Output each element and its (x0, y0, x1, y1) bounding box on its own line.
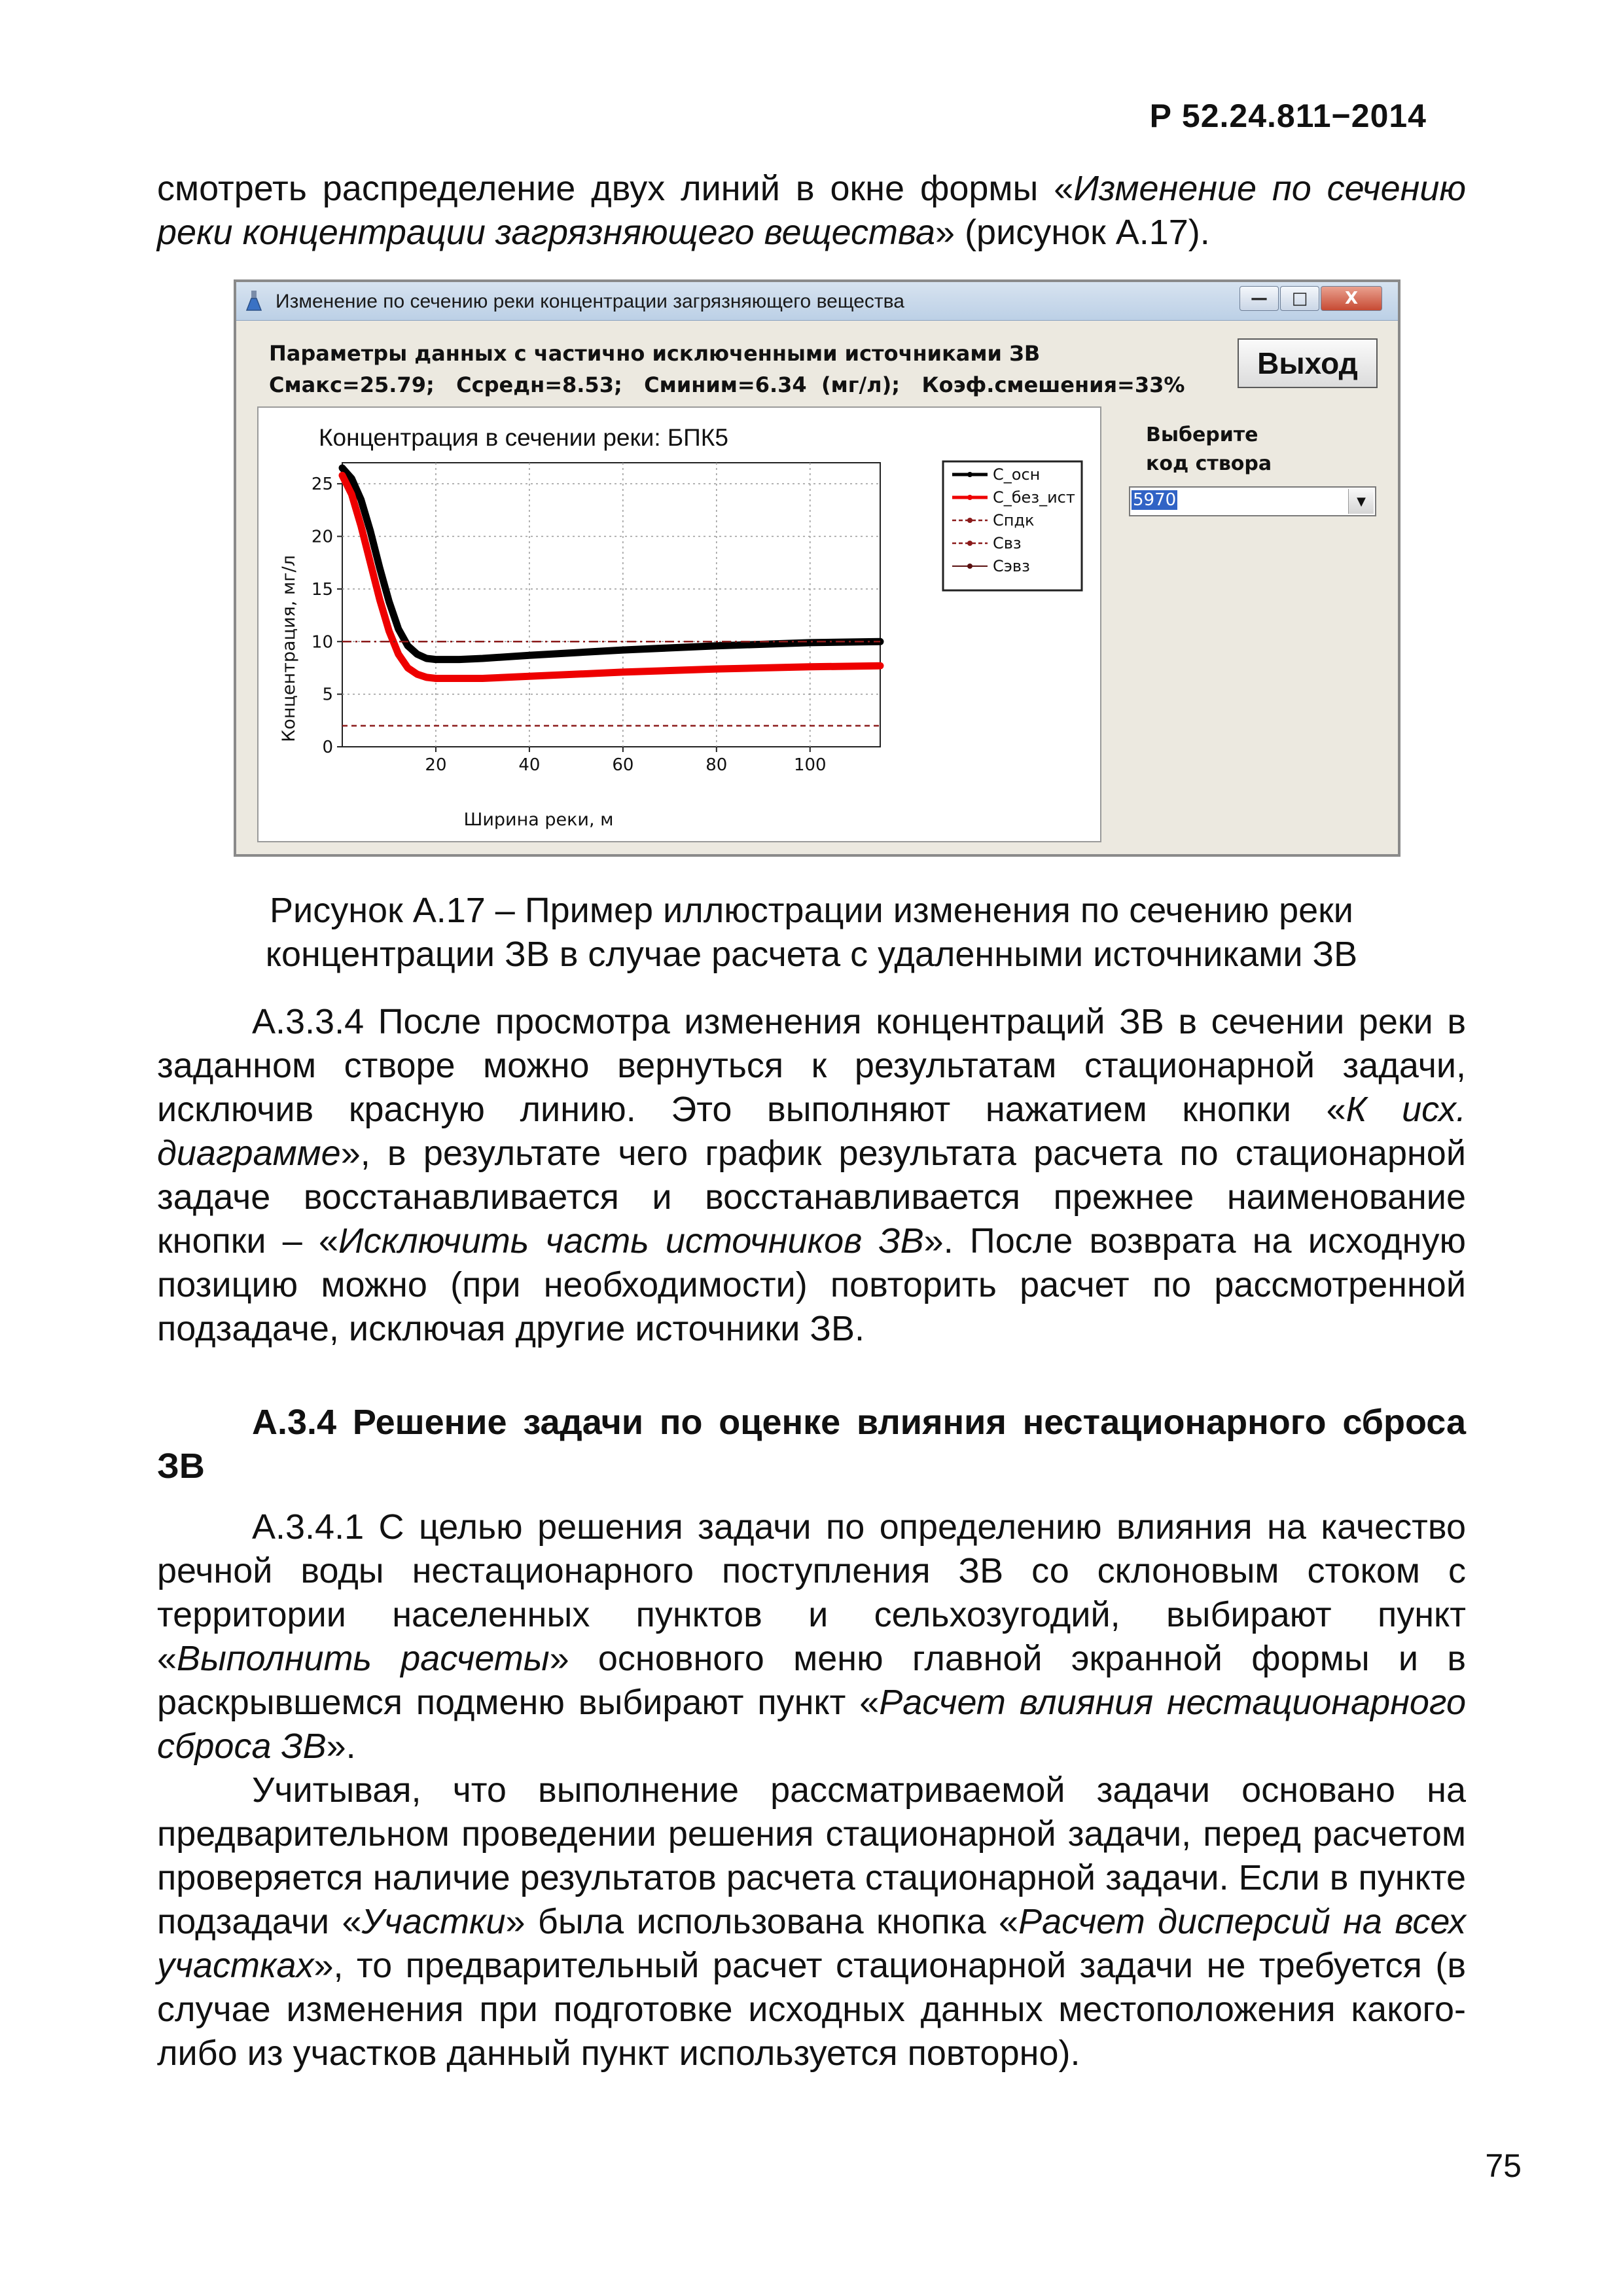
concentration-window (234, 279, 1400, 857)
concentration-chart (259, 408, 1100, 841)
intro-paragraph: смотреть распределение двух линий в окне формы «Изменение по сечению реки концентрации загрязняющего вещества» (рисунок А.17). (157, 169, 1466, 252)
legend-marker (967, 472, 972, 477)
params-title: Параметры данных с частично исключенными источниками ЗВ (269, 341, 1041, 366)
caption-line-1: Рисунок А.17 – Пример иллюстрации изменения по сечению реки (270, 891, 1353, 930)
page-number: 75 (1485, 2147, 1522, 2184)
chevron-down-icon[interactable]: ▼ (1348, 489, 1374, 514)
legend-label: Сэвз (993, 557, 1030, 575)
figure-caption (157, 889, 1466, 977)
x-tick-label: 60 (612, 755, 634, 775)
station-code-value: 5970 (1133, 490, 1177, 510)
y-tick-label: 10 (311, 632, 333, 653)
exit-button[interactable]: Выход (1238, 338, 1378, 388)
select-label-line1: Выберите (1146, 423, 1258, 446)
y-tick-label: 15 (311, 579, 333, 600)
x-tick-label: 20 (425, 755, 447, 775)
legend-label: Спдк (993, 511, 1035, 529)
legend-marker (967, 564, 972, 569)
legend-label: Свз (993, 534, 1022, 552)
legend-marker (967, 495, 972, 500)
maximize-button[interactable]: □ (1280, 286, 1319, 311)
legend-label: С_без_ист (993, 488, 1075, 507)
plot-grid (342, 463, 880, 747)
window-title: Изменение по сечению реки концентрации загрязняющего вещества (276, 291, 904, 312)
params-values: Смакс=25.79; Ссредн=8.53; Сминим=6.34 (мг/л); Коэф.смешения=33% (269, 372, 1185, 397)
y-tick-label: 0 (322, 738, 333, 757)
legend-label: С_осн (993, 465, 1041, 484)
x-tick-label: 80 (705, 755, 728, 775)
plot-series (342, 468, 880, 726)
series-line-С_осн (342, 468, 880, 660)
paragraph-a3341: А.3.4.1 С целью решения задачи по определению влияния на качество речной воды нестационарного поступления ЗВ со склоновым стоком с территории населенных пунктов и сельхозугодий, выбирают пункт «Выполнить расчеты» основного меню главной экранной формы и в раскрывшемся подменю выбирают пункт «Расчет влияния нестационарного сброса ЗВ». (157, 1507, 1467, 1766)
plot-frame (342, 463, 880, 747)
section-heading-a34: А.3.4 Решение задачи по оценке влияния нестационарного сброса ЗВ (157, 1403, 1466, 1486)
x-tick-label: 40 (518, 755, 541, 775)
window-titlebar (236, 282, 1398, 321)
x-axis-label: Ширина реки, м (463, 810, 614, 830)
paragraph-note: Учитывая, что выполнение рассматриваемой задачи основано на предварительном проведении решения стационарной задачи, перед расчетом проверяется наличие результатов расчета стационарной задачи. Если в пункте подзадачи «Участки» была использована кнопка «Расчет дисперсий на всех участках», то предварительный расчет стационарной задачи не требуется (в случае изменения при подготовке исходных данных местоположения какого-либо из участков данный пункт используется повторно). (157, 1770, 1467, 2073)
y-tick-label: 5 (322, 685, 333, 705)
select-station-label (1146, 421, 1272, 478)
chart-panel (257, 406, 1101, 842)
chart-title: Концентрация в сечении реки: БПК5 (319, 424, 728, 451)
station-code-select[interactable] (1129, 486, 1376, 516)
window-controls (1238, 286, 1382, 312)
caption-line-2: концентрации ЗВ в случае расчета с удаленными источниками ЗВ (265, 935, 1358, 974)
select-label-line2: код створа (1146, 452, 1272, 475)
y-tick-label: 20 (311, 527, 333, 547)
y-tick-label: 25 (311, 475, 333, 495)
chart-legend (943, 461, 1082, 590)
legend-marker (967, 541, 972, 546)
flask-icon (245, 290, 262, 312)
close-button[interactable]: X (1321, 286, 1382, 311)
x-tick-label: 100 (793, 755, 827, 775)
document-code: Р 52.24.811−2014 (1149, 98, 1427, 134)
legend-marker (967, 518, 972, 523)
paragraph-a334: А.3.3.4 После просмотра изменения концентраций ЗВ в сечении реки в заданном створе можно вернуться к результатам стационарной задачи, исключив красную линию. Это выполняют нажатием кнопки «К исх. диаграмме», в результате чего график результата расчета по стационарной задаче восстанавливается и восстанавливается прежнее наименование кнопки – «Исключить часть источников ЗВ». После возврата на исходную позицию можно (при необходимости) повторить расчет по рассмотренной подзадаче, исключая другие источники ЗВ. (157, 1002, 1466, 1348)
minimize-button[interactable]: — (1240, 286, 1279, 311)
y-axis-label: Концентрация, мг/л (279, 555, 299, 742)
